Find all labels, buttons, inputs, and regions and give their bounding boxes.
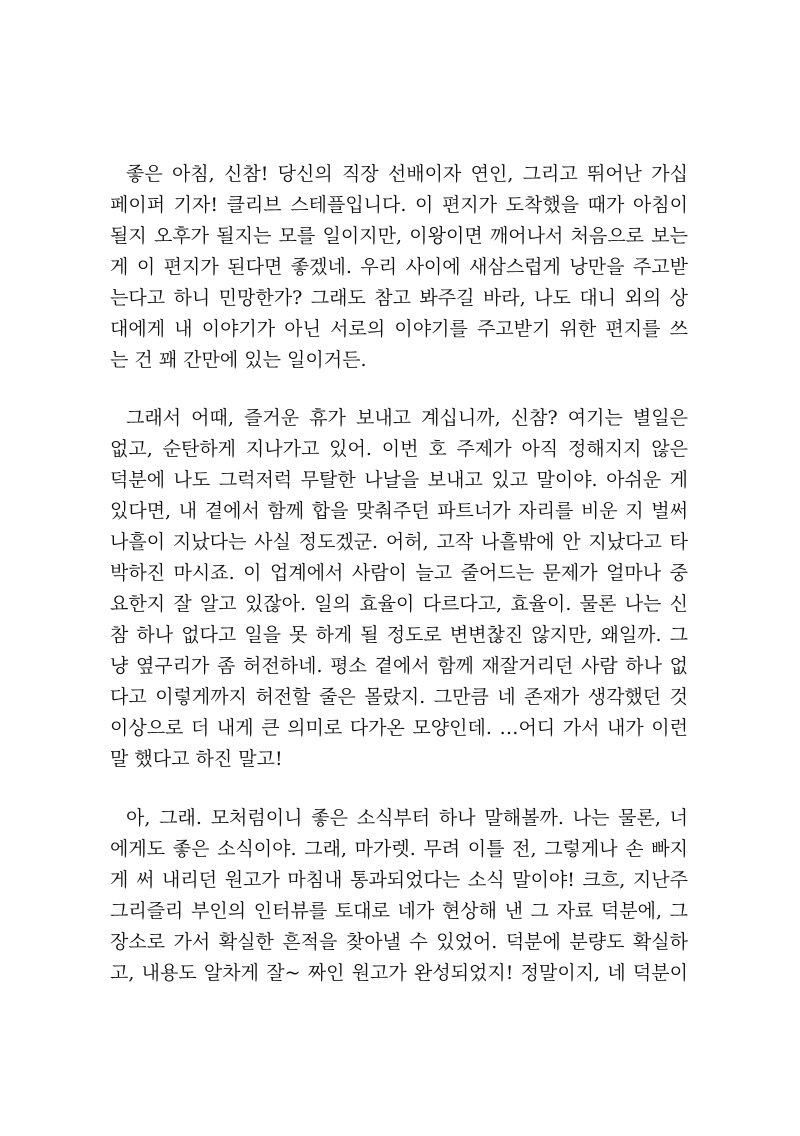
text-line: 그래서 어때, 즐거운 휴가 보내고 계십니까, 신참? 여기는 별일은	[126, 407, 688, 429]
text-line: 될지 오후가 될지는 모를 일이지만, 이왕이면 깨어나서 처음으로 보는	[110, 225, 688, 247]
text-line: 대에게 내 이야기가 아닌 서로의 이야기를 주고받기 위한 편지를 쓰	[110, 318, 688, 340]
text-line: 에게도 좋은 소식이야. 그래, 마가렛. 무려 이틀 전, 그렇게나 손 빠지	[110, 838, 688, 860]
text-line: 좋은 아침, 신참! 당신의 직장 선배이자 연인, 그리고 뛰어난 가십	[126, 163, 688, 185]
text-line: 말 했다고 하진 말고!	[110, 748, 283, 770]
text-line: 요한지 잘 알고 있잖아. 일의 효율이 다르다고, 효율이. 물론 나는 신	[110, 593, 688, 615]
text-line: 는다고 하니 민망한가? 그래도 참고 봐주길 바라, 나도 대니 외의 상	[110, 287, 688, 309]
text-line: 있다면, 내 곁에서 함께 합을 맞춰주던 파트너가 자리를 비운 지 벌써	[110, 500, 688, 522]
text-line: 는 건 꽤 간만에 있는 일이거든.	[110, 349, 367, 371]
text-line: 다고 이렇게까지 허전할 줄은 몰랐지. 그만큼 네 존재가 생각했던 것	[110, 686, 688, 708]
text-line: 덕분에 나도 그럭저럭 무탈한 나날을 보내고 있고 말이야. 아쉬운 게	[110, 469, 688, 491]
text-line: 없고, 순탄하게 지나가고 있어. 이번 호 주제가 아직 정해지지 않은	[110, 438, 688, 460]
text-line: 나흘이 지났다는 사실 정도겠군. 어허, 고작 나흘밖에 안 지났다고 타	[110, 531, 688, 553]
text-line: 고, 내용도 알차게 잘~ 짜인 원고가 완성되었지! 정말이지, 네 덕분이	[110, 962, 688, 984]
text-line: 아, 그래. 모처럼이니 좋은 소식부터 하나 말해볼까. 나는 물론, 너	[126, 807, 688, 829]
text-line: 페이퍼 기자! 클리브 스테플입니다. 이 편지가 도착했을 때가 아침이	[110, 194, 688, 216]
text-line: 이상으로 더 내게 큰 의미로 다가온 모양인데. …어디 가서 내가 이런	[110, 717, 688, 739]
text-line: 참 하나 없다고 일을 못 하게 될 정도로 변변찮진 않지만, 왜일까. 그	[110, 624, 688, 646]
text-line: 장소로 가서 확실한 흔적을 찾아낼 수 있었어. 덕분에 분량도 확실하	[110, 931, 688, 953]
text-line: 박하진 마시죠. 이 업계에서 사람이 늘고 줄어드는 문제가 얼마나 중	[110, 562, 688, 584]
text-line: 게 써 내리던 원고가 마침내 통과되었다는 소식 말이야! 크흐, 지난주	[110, 869, 688, 891]
text-line: 그리즐리 부인의 인터뷰를 토대로 네가 현상해 낸 그 자료 덕분에, 그	[110, 900, 688, 922]
text-line: 게 이 편지가 된다면 좋겠네. 우리 사이에 새삼스럽게 낭만을 주고받	[110, 256, 688, 278]
text-line: 냥 옆구리가 좀 허전하네. 평소 곁에서 함께 재잘거리던 사람 하나 없	[110, 655, 688, 677]
